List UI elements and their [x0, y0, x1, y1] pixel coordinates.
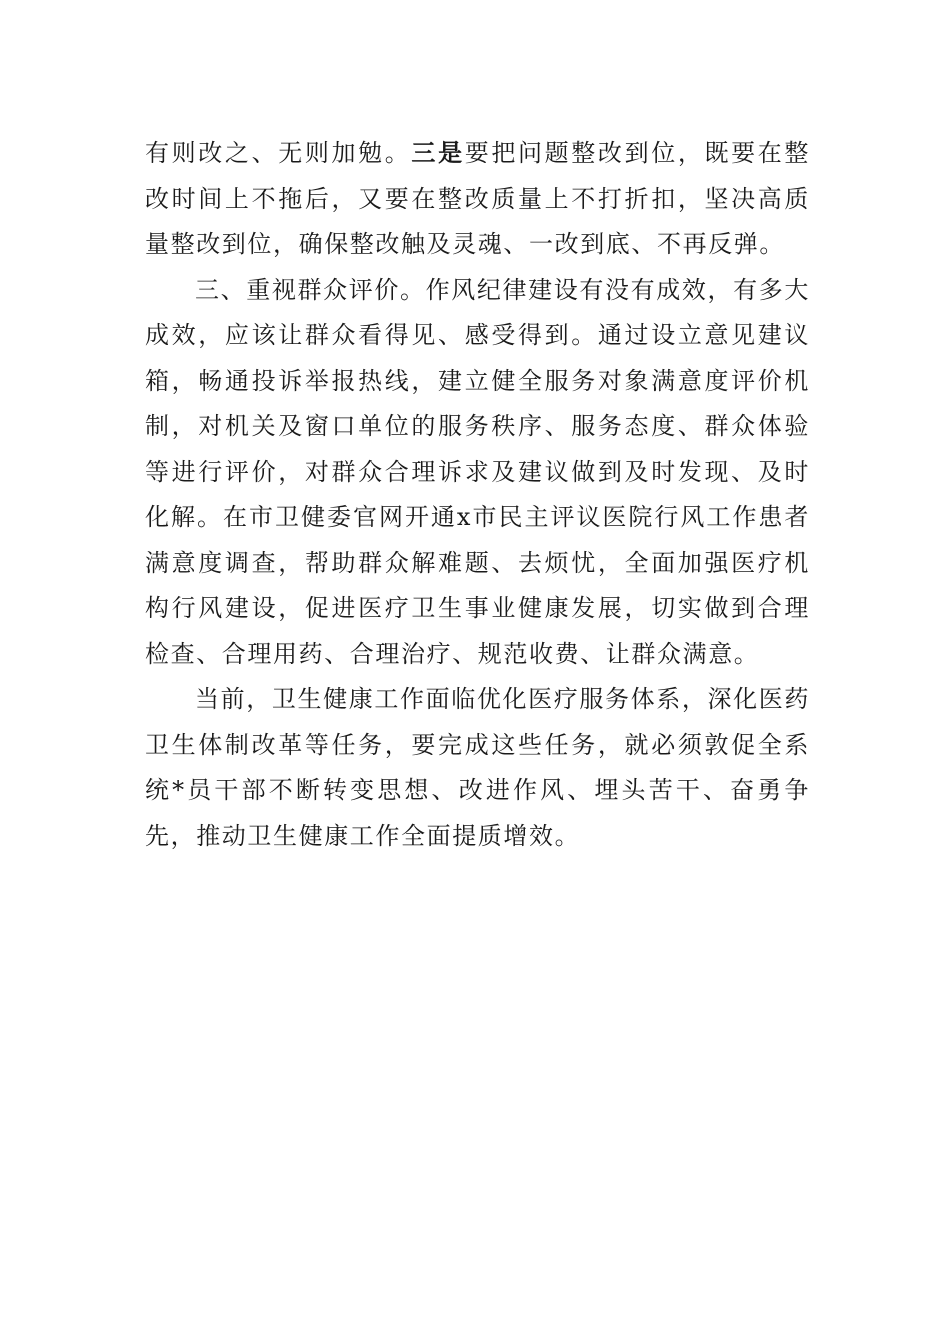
paragraph-continuation: [145, 130, 810, 268]
paragraph-section-three: 三、重视群众评价。作风纪律建设有没有成效，有多大成效，应该让群众看得见、感受得到。通过设立意见建议箱，畅通投诉举报热线，建立健全服务对象满意度评价机制，对机关及窗口单位的服务秩序、服务态度、群众体验等进行评价，对群众合理诉求及建议做到及时发现、及时化解。在市卫健委官网开通x市民主评议医院行风工作患者满意度调查，帮助群众解难题、去烦忧，全面加强医疗机构行风建设，促进医疗卫生事业健康发展，切实做到合理检查、合理用药、合理治疗、规范收费、让群众满意。: [145, 275, 810, 668]
paragraph-conclusion: 当前，卫生健康工作面临优化医疗服务体系，深化医药卫生体制改革等任务，要完成这些任务，就必须敦促全系统*员干部不断转变思想、改进作风、埋头苦干、奋勇争先，推动卫生健康工作全面提质增效。: [145, 685, 810, 850]
emphasis-third-point: 三是: [411, 138, 465, 167]
paragraph-lead-text: 有则改之、无则加勉。: [145, 139, 412, 167]
paragraph-body-text: 要把问题整改到位，既要在整改时间上不拖后，又要在整改质量上不打折扣，坚决高质量整改到位，确保整改触及灵魂、一改到底、不再反弹。: [145, 139, 811, 258]
